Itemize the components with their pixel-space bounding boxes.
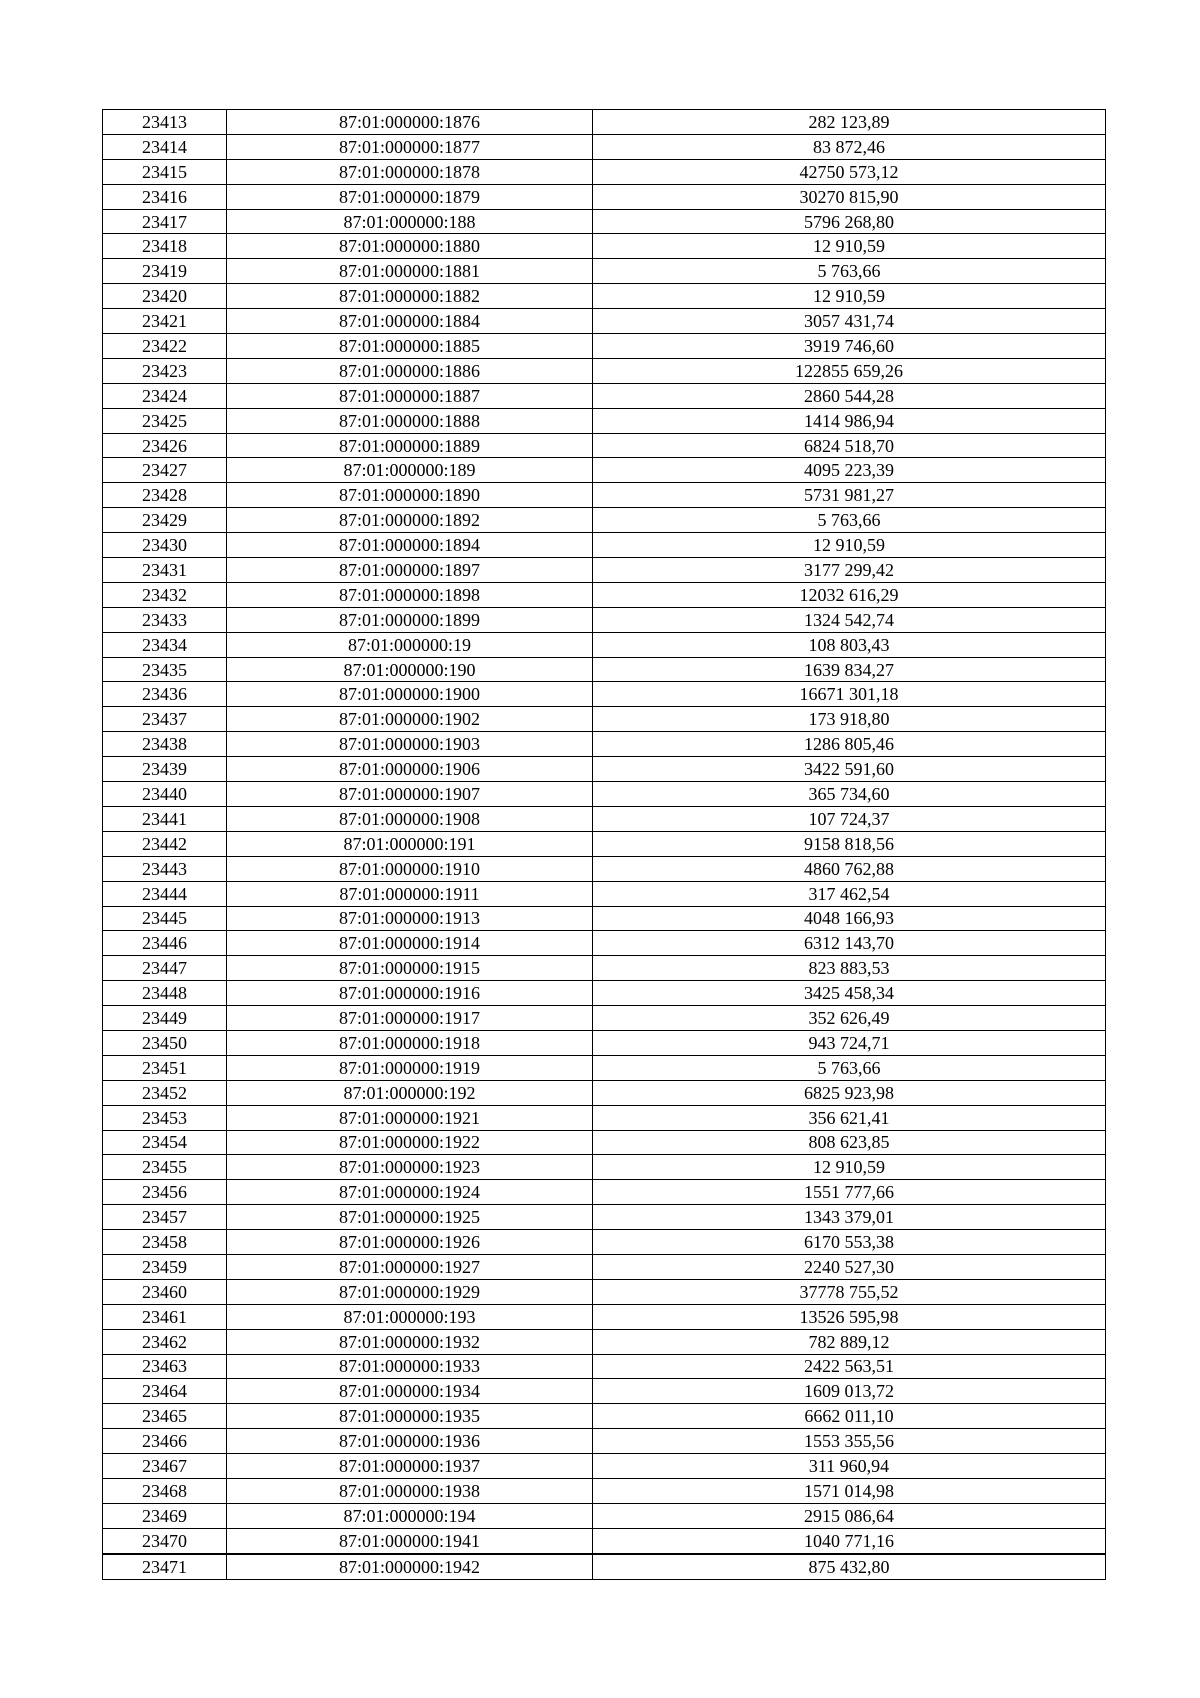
row-number-cell: 23450	[103, 1030, 227, 1055]
row-number-cell: 23471	[103, 1554, 227, 1579]
cadastral-number-cell: 87:01:000000:1924	[227, 1180, 593, 1205]
table-row	[103, 1080, 1106, 1105]
row-number-cell: 23441	[103, 806, 227, 831]
row-number-cell: 23427	[103, 458, 227, 483]
cadastral-number-cell: 87:01:000000:1898	[227, 582, 593, 607]
table-row	[103, 1105, 1106, 1130]
row-number-cell: 23449	[103, 1006, 227, 1031]
table-row	[103, 1528, 1106, 1553]
cadastral-value-cell: 122855 659,26	[593, 358, 1106, 383]
cadastral-number-cell: 87:01:000000:1915	[227, 956, 593, 981]
table-row	[103, 234, 1106, 259]
cadastral-number-cell: 87:01:000000:1938	[227, 1478, 593, 1503]
cadastral-value-cell: 6170 553,38	[593, 1230, 1106, 1255]
row-number-cell: 23447	[103, 956, 227, 981]
row-number-cell: 23436	[103, 682, 227, 707]
cadastral-value-cell: 13526 595,98	[593, 1304, 1106, 1329]
table-row	[103, 1230, 1106, 1255]
row-number-cell: 23442	[103, 831, 227, 856]
row-number-cell: 23437	[103, 707, 227, 732]
cadastral-number-cell: 87:01:000000:1929	[227, 1279, 593, 1304]
table-row	[103, 383, 1106, 408]
table-row	[103, 134, 1106, 159]
row-number-cell: 23424	[103, 383, 227, 408]
row-number-cell: 23465	[103, 1404, 227, 1429]
cadastral-value-cell: 1343 379,01	[593, 1205, 1106, 1230]
cadastral-value-cell: 12 910,59	[593, 234, 1106, 259]
cadastral-value-cell: 173 918,80	[593, 707, 1106, 732]
table-row	[103, 657, 1106, 682]
row-number-cell: 23459	[103, 1254, 227, 1279]
cadastral-value-cell: 1286 805,46	[593, 732, 1106, 757]
row-number-cell: 23451	[103, 1055, 227, 1080]
cadastral-number-cell: 87:01:000000:1894	[227, 533, 593, 558]
cadastral-value-cell: 1553 355,56	[593, 1429, 1106, 1454]
cadastral-value-cell: 3057 431,74	[593, 309, 1106, 334]
table-row	[103, 1503, 1106, 1528]
cadastral-number-cell: 87:01:000000:1882	[227, 284, 593, 309]
cadastral-value-cell: 1324 542,74	[593, 607, 1106, 632]
row-number-cell: 23418	[103, 234, 227, 259]
row-number-cell: 23461	[103, 1304, 227, 1329]
row-number-cell: 23415	[103, 159, 227, 184]
table-row	[103, 931, 1106, 956]
table-row	[103, 881, 1106, 906]
cadastral-number-cell: 87:01:000000:191	[227, 831, 593, 856]
cadastral-value-cell: 12032 616,29	[593, 582, 1106, 607]
cadastral-value-cell: 2240 527,30	[593, 1254, 1106, 1279]
row-number-cell: 23469	[103, 1503, 227, 1528]
cadastral-value-cell: 12 910,59	[593, 1155, 1106, 1180]
cadastral-number-cell: 87:01:000000:1887	[227, 383, 593, 408]
table-row	[103, 856, 1106, 881]
cadastral-value-cell: 5 763,66	[593, 1055, 1106, 1080]
cadastral-number-cell: 87:01:000000:1906	[227, 757, 593, 782]
table-row	[103, 632, 1106, 657]
cadastral-value-table	[102, 109, 1106, 1580]
cadastral-number-cell: 87:01:000000:188	[227, 209, 593, 234]
cadastral-number-cell: 87:01:000000:1910	[227, 856, 593, 881]
cadastral-number-cell: 87:01:000000:1908	[227, 806, 593, 831]
cadastral-number-cell: 87:01:000000:1902	[227, 707, 593, 732]
row-number-cell: 23445	[103, 906, 227, 931]
table-row	[103, 458, 1106, 483]
row-number-cell: 23452	[103, 1080, 227, 1105]
cadastral-value-cell: 1639 834,27	[593, 657, 1106, 682]
cadastral-value-cell: 37778 755,52	[593, 1279, 1106, 1304]
table-row	[103, 483, 1106, 508]
row-number-cell: 23426	[103, 433, 227, 458]
cadastral-value-cell: 16671 301,18	[593, 682, 1106, 707]
table-row	[103, 831, 1106, 856]
cadastral-value-cell: 5 763,66	[593, 508, 1106, 533]
cadastral-number-cell: 87:01:000000:1936	[227, 1429, 593, 1454]
table-row	[103, 1155, 1106, 1180]
cadastral-value-cell: 9158 818,56	[593, 831, 1106, 856]
row-number-cell: 23438	[103, 732, 227, 757]
cadastral-number-cell: 87:01:000000:1935	[227, 1404, 593, 1429]
cadastral-number-cell: 87:01:000000:190	[227, 657, 593, 682]
table-row	[103, 1205, 1106, 1230]
cadastral-number-cell: 87:01:000000:1889	[227, 433, 593, 458]
row-number-cell: 23444	[103, 881, 227, 906]
cadastral-value-cell: 30270 815,90	[593, 184, 1106, 209]
cadastral-value-cell: 1414 986,94	[593, 408, 1106, 433]
table-row	[103, 707, 1106, 732]
cadastral-number-cell: 87:01:000000:1888	[227, 408, 593, 433]
cadastral-value-cell: 365 734,60	[593, 782, 1106, 807]
table-row	[103, 1379, 1106, 1404]
table-row	[103, 1030, 1106, 1055]
cadastral-value-cell: 2860 544,28	[593, 383, 1106, 408]
cadastral-number-cell: 87:01:000000:192	[227, 1080, 593, 1105]
table-row	[103, 1329, 1106, 1354]
row-number-cell: 23467	[103, 1454, 227, 1479]
table-body	[103, 110, 1106, 1580]
cadastral-number-cell: 87:01:000000:1892	[227, 508, 593, 533]
table-row	[103, 1429, 1106, 1454]
cadastral-value-cell: 311 960,94	[593, 1454, 1106, 1479]
row-number-cell: 23462	[103, 1329, 227, 1354]
row-number-cell: 23460	[103, 1279, 227, 1304]
table-row	[103, 284, 1106, 309]
row-number-cell: 23446	[103, 931, 227, 956]
table-row	[103, 782, 1106, 807]
row-number-cell: 23457	[103, 1205, 227, 1230]
table-row	[103, 508, 1106, 533]
row-number-cell: 23419	[103, 259, 227, 284]
row-number-cell: 23417	[103, 209, 227, 234]
table-row	[103, 1055, 1106, 1080]
cadastral-value-cell: 6312 143,70	[593, 931, 1106, 956]
row-number-cell: 23433	[103, 607, 227, 632]
table-row	[103, 1254, 1106, 1279]
table-row	[103, 1454, 1106, 1479]
row-number-cell: 23423	[103, 358, 227, 383]
cadastral-number-cell: 87:01:000000:1917	[227, 1006, 593, 1031]
cadastral-value-cell: 5731 981,27	[593, 483, 1106, 508]
row-number-cell: 23420	[103, 284, 227, 309]
row-number-cell: 23464	[103, 1379, 227, 1404]
cadastral-number-cell: 87:01:000000:1918	[227, 1030, 593, 1055]
cadastral-value-cell: 107 724,37	[593, 806, 1106, 831]
table-row	[103, 1304, 1106, 1329]
row-number-cell: 23425	[103, 408, 227, 433]
cadastral-value-cell: 108 803,43	[593, 632, 1106, 657]
cadastral-number-cell: 87:01:000000:1932	[227, 1329, 593, 1354]
cadastral-number-cell: 87:01:000000:193	[227, 1304, 593, 1329]
row-number-cell: 23455	[103, 1155, 227, 1180]
cadastral-number-cell: 87:01:000000:1890	[227, 483, 593, 508]
table-row	[103, 558, 1106, 583]
table-row	[103, 1404, 1106, 1429]
row-number-cell: 23443	[103, 856, 227, 881]
row-number-cell: 23456	[103, 1180, 227, 1205]
row-number-cell: 23429	[103, 508, 227, 533]
row-number-cell: 23413	[103, 110, 227, 135]
table-row	[103, 110, 1106, 135]
row-number-cell: 23432	[103, 582, 227, 607]
table-row	[103, 1478, 1106, 1503]
row-number-cell: 23421	[103, 309, 227, 334]
table-row	[103, 607, 1106, 632]
cadastral-number-cell: 87:01:000000:1907	[227, 782, 593, 807]
cadastral-number-cell: 87:01:000000:1886	[227, 358, 593, 383]
cadastral-number-cell: 87:01:000000:194	[227, 1503, 593, 1528]
cadastral-value-cell: 1551 777,66	[593, 1180, 1106, 1205]
table-row	[103, 408, 1106, 433]
table-row	[103, 757, 1106, 782]
cadastral-number-cell: 87:01:000000:1879	[227, 184, 593, 209]
cadastral-number-cell: 87:01:000000:19	[227, 632, 593, 657]
cadastral-number-cell: 87:01:000000:1927	[227, 1254, 593, 1279]
cadastral-number-cell: 87:01:000000:1923	[227, 1155, 593, 1180]
cadastral-number-cell: 87:01:000000:1885	[227, 334, 593, 359]
cadastral-number-cell: 87:01:000000:1911	[227, 881, 593, 906]
row-number-cell: 23428	[103, 483, 227, 508]
cadastral-number-cell: 87:01:000000:1916	[227, 981, 593, 1006]
table-row	[103, 1180, 1106, 1205]
table-row	[103, 309, 1106, 334]
cadastral-value-cell: 282 123,89	[593, 110, 1106, 135]
table-row	[103, 1279, 1106, 1304]
cadastral-number-cell: 87:01:000000:1941	[227, 1528, 593, 1553]
cadastral-number-cell: 87:01:000000:1926	[227, 1230, 593, 1255]
table-row	[103, 956, 1106, 981]
cadastral-value-cell: 12 910,59	[593, 284, 1106, 309]
cadastral-number-cell: 87:01:000000:1914	[227, 931, 593, 956]
cadastral-number-cell: 87:01:000000:1937	[227, 1454, 593, 1479]
cadastral-value-cell: 12 910,59	[593, 533, 1106, 558]
cadastral-value-cell: 317 462,54	[593, 881, 1106, 906]
cadastral-value-cell: 6825 923,98	[593, 1080, 1106, 1105]
cadastral-value-cell: 352 626,49	[593, 1006, 1106, 1031]
table-row	[103, 1130, 1106, 1155]
cadastral-value-cell: 782 889,12	[593, 1329, 1106, 1354]
cadastral-number-cell: 87:01:000000:1919	[227, 1055, 593, 1080]
table-row	[103, 806, 1106, 831]
cadastral-value-cell: 1040 771,16	[593, 1528, 1106, 1553]
row-number-cell: 23454	[103, 1130, 227, 1155]
cadastral-value-cell: 943 724,71	[593, 1030, 1106, 1055]
cadastral-value-cell: 808 623,85	[593, 1130, 1106, 1155]
cadastral-value-cell: 4860 762,88	[593, 856, 1106, 881]
cadastral-value-cell: 4095 223,39	[593, 458, 1106, 483]
row-number-cell: 23463	[103, 1354, 227, 1379]
row-number-cell: 23440	[103, 782, 227, 807]
row-number-cell: 23416	[103, 184, 227, 209]
cadastral-number-cell: 87:01:000000:1900	[227, 682, 593, 707]
cadastral-number-cell: 87:01:000000:1934	[227, 1379, 593, 1404]
cadastral-number-cell: 87:01:000000:1884	[227, 309, 593, 334]
cadastral-value-cell: 2915 086,64	[593, 1503, 1106, 1528]
cadastral-value-cell: 3422 591,60	[593, 757, 1106, 782]
table-row	[103, 582, 1106, 607]
table-row	[103, 159, 1106, 184]
cadastral-value-cell: 6662 011,10	[593, 1404, 1106, 1429]
cadastral-number-cell: 87:01:000000:1897	[227, 558, 593, 583]
row-number-cell: 23453	[103, 1105, 227, 1130]
cadastral-value-cell: 5796 268,80	[593, 209, 1106, 234]
row-number-cell: 23458	[103, 1230, 227, 1255]
cadastral-value-cell: 83 872,46	[593, 134, 1106, 159]
table-row	[103, 1354, 1106, 1379]
cadastral-number-cell: 87:01:000000:1913	[227, 906, 593, 931]
row-number-cell: 23439	[103, 757, 227, 782]
cadastral-value-cell: 1609 013,72	[593, 1379, 1106, 1404]
cadastral-value-cell: 2422 563,51	[593, 1354, 1106, 1379]
cadastral-number-cell: 87:01:000000:1876	[227, 110, 593, 135]
cadastral-value-cell: 6824 518,70	[593, 433, 1106, 458]
cadastral-value-cell: 356 621,41	[593, 1105, 1106, 1130]
cadastral-value-cell: 4048 166,93	[593, 906, 1106, 931]
row-number-cell: 23466	[103, 1429, 227, 1454]
row-number-cell: 23448	[103, 981, 227, 1006]
table-row	[103, 981, 1106, 1006]
cadastral-value-cell: 3425 458,34	[593, 981, 1106, 1006]
table-row	[103, 732, 1106, 757]
cadastral-number-cell: 87:01:000000:1921	[227, 1105, 593, 1130]
row-number-cell: 23434	[103, 632, 227, 657]
cadastral-value-cell: 5 763,66	[593, 259, 1106, 284]
row-number-cell: 23470	[103, 1528, 227, 1553]
table-row	[103, 259, 1106, 284]
cadastral-value-cell: 3177 299,42	[593, 558, 1106, 583]
cadastral-value-cell: 3919 746,60	[593, 334, 1106, 359]
cadastral-number-cell: 87:01:000000:1922	[227, 1130, 593, 1155]
table-row	[103, 209, 1106, 234]
table-row	[103, 433, 1106, 458]
cadastral-number-cell: 87:01:000000:1877	[227, 134, 593, 159]
cadastral-number-cell: 87:01:000000:1878	[227, 159, 593, 184]
cadastral-number-cell: 87:01:000000:1881	[227, 259, 593, 284]
row-number-cell: 23468	[103, 1478, 227, 1503]
table-row	[103, 682, 1106, 707]
row-number-cell: 23435	[103, 657, 227, 682]
row-number-cell: 23430	[103, 533, 227, 558]
cadastral-number-cell: 87:01:000000:1903	[227, 732, 593, 757]
table-row	[103, 906, 1106, 931]
table-row	[103, 334, 1106, 359]
cadastral-value-cell: 1571 014,98	[593, 1478, 1106, 1503]
table-row	[103, 1554, 1106, 1579]
table-row	[103, 184, 1106, 209]
cadastral-number-cell: 87:01:000000:1942	[227, 1554, 593, 1579]
cadastral-number-cell: 87:01:000000:1933	[227, 1354, 593, 1379]
table-row	[103, 358, 1106, 383]
cadastral-number-cell: 87:01:000000:1880	[227, 234, 593, 259]
row-number-cell: 23422	[103, 334, 227, 359]
row-number-cell: 23414	[103, 134, 227, 159]
cadastral-value-cell: 42750 573,12	[593, 159, 1106, 184]
table-row	[103, 533, 1106, 558]
cadastral-number-cell: 87:01:000000:1925	[227, 1205, 593, 1230]
cadastral-number-cell: 87:01:000000:189	[227, 458, 593, 483]
cadastral-value-cell: 823 883,53	[593, 956, 1106, 981]
cadastral-value-cell: 875 432,80	[593, 1554, 1106, 1579]
row-number-cell: 23431	[103, 558, 227, 583]
cadastral-number-cell: 87:01:000000:1899	[227, 607, 593, 632]
table-row	[103, 1006, 1106, 1031]
